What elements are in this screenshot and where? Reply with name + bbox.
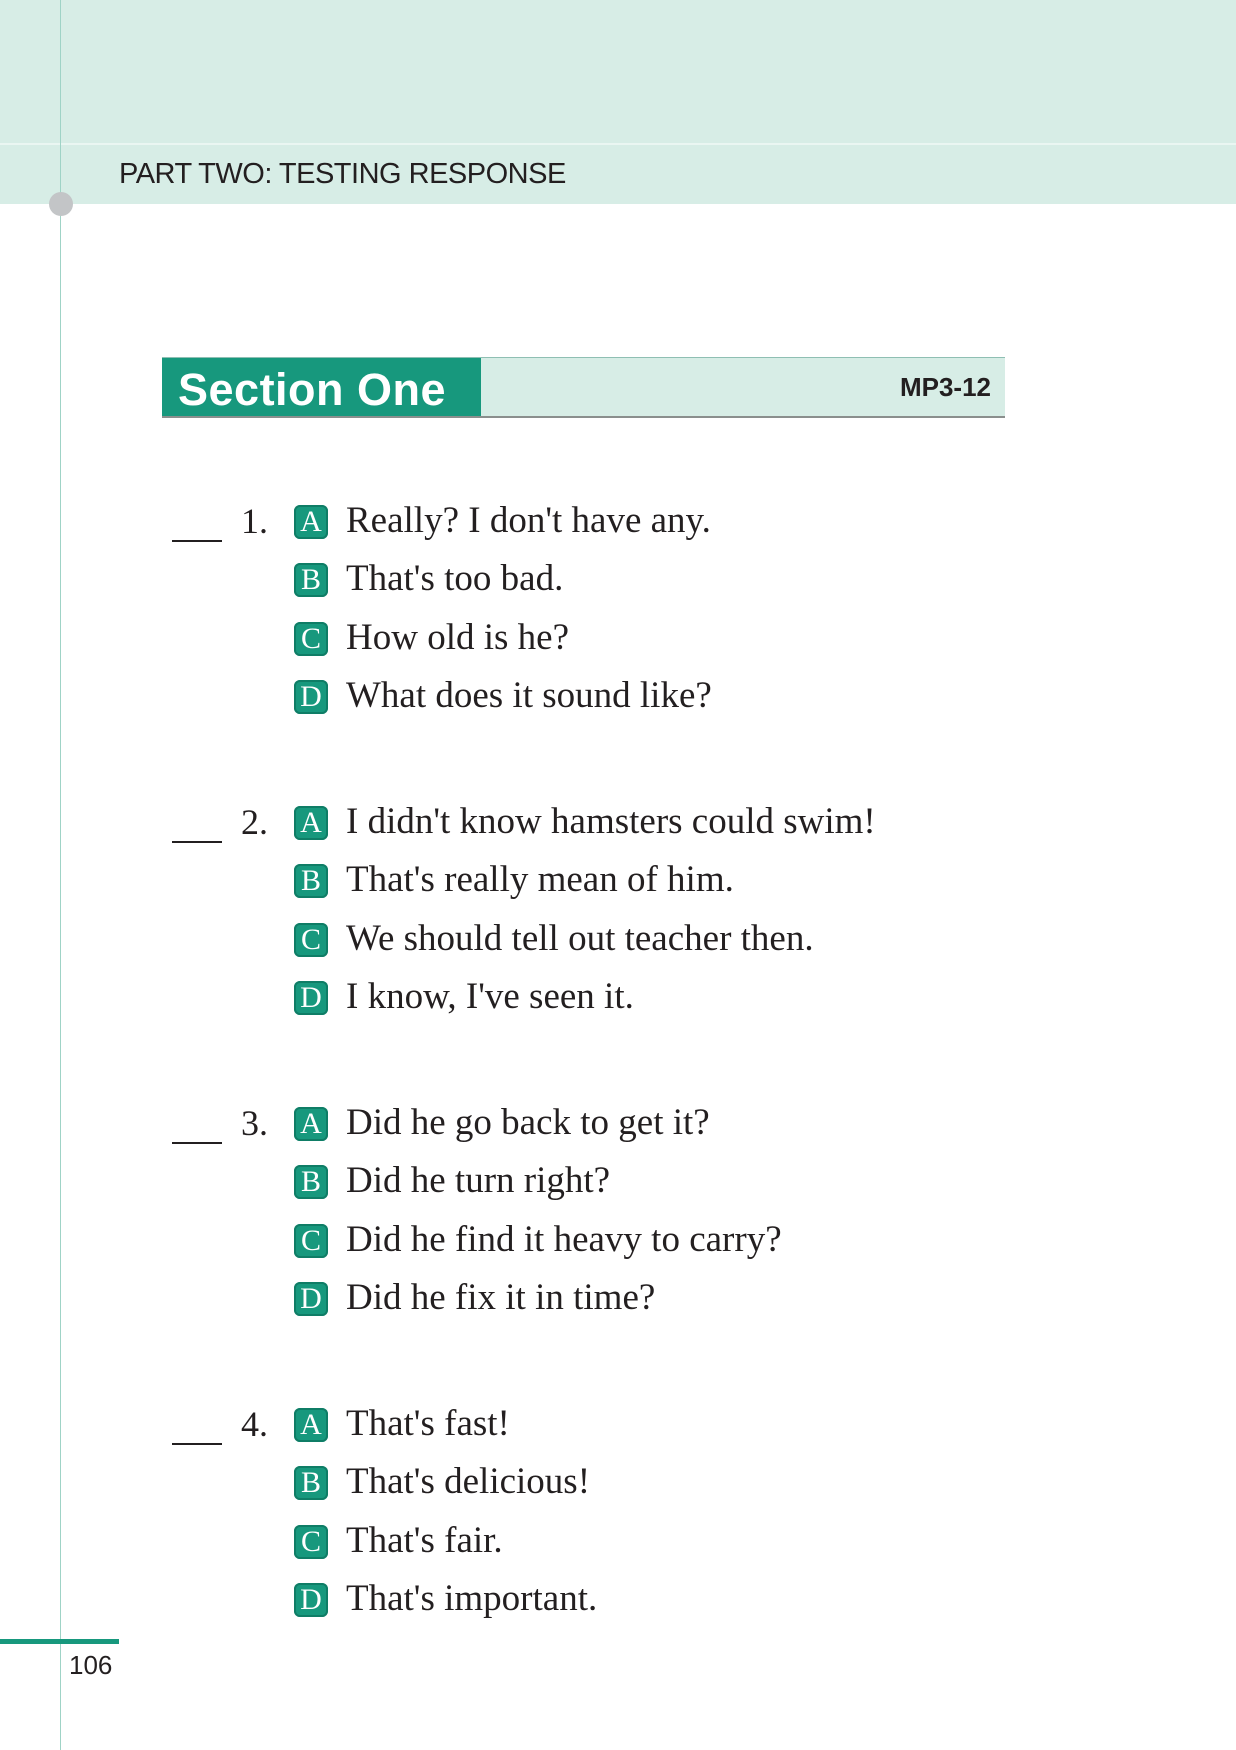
answer-blank[interactable] — [172, 1443, 222, 1445]
option-text: That's fair. — [346, 1520, 503, 1561]
question-number: 3. — [241, 1103, 268, 1143]
section-title: Section One — [178, 364, 447, 415]
option-letter-badge: C — [294, 1224, 328, 1258]
option-letter-badge: D — [294, 680, 328, 714]
option-text: That's really mean of him. — [346, 859, 734, 900]
section-title-box — [162, 358, 481, 416]
option-letter-badge: D — [294, 1282, 328, 1316]
header-band-rule — [0, 143, 1236, 145]
option-letter-badge: A — [294, 1408, 328, 1442]
option-text: Did he fix it in time? — [346, 1277, 656, 1318]
option-letter-badge: B — [294, 864, 328, 898]
question-2 — [0, 800, 1236, 1040]
answer-blank[interactable] — [172, 1142, 222, 1144]
answer-blank[interactable] — [172, 540, 222, 542]
option-text: I know, I've seen it. — [346, 976, 634, 1017]
option-text: That's delicious! — [346, 1461, 591, 1502]
question-number: 2. — [241, 802, 268, 842]
option-text: Really? I don't have any. — [346, 500, 711, 541]
audio-track-code: MP3-12 — [899, 372, 991, 402]
option-text: How old is he? — [346, 617, 569, 658]
option-letter-badge: C — [294, 622, 328, 656]
footer-rule — [0, 1639, 119, 1644]
option-letter-badge: B — [294, 1466, 328, 1500]
option-text: Did he go back to get it? — [346, 1102, 710, 1143]
option-text: That's too bad. — [346, 558, 564, 599]
option-text: I didn't know hamsters could swim! — [346, 801, 876, 842]
section-header — [162, 357, 1005, 418]
question-1 — [0, 499, 1236, 739]
option-letter-badge: A — [294, 505, 328, 539]
option-text: That's important. — [346, 1578, 598, 1619]
option-letter-badge: D — [294, 981, 328, 1015]
option-letter-badge: C — [294, 1525, 328, 1559]
question-number: 1. — [241, 501, 268, 541]
option-text: What does it sound like? — [346, 675, 712, 716]
option-letter-badge: B — [294, 563, 328, 597]
option-text: That's fast! — [346, 1403, 510, 1444]
option-text: Did he turn right? — [346, 1160, 611, 1201]
question-4 — [0, 1402, 1236, 1642]
option-text: We should tell out teacher then. — [346, 918, 814, 959]
option-letter-badge: A — [294, 806, 328, 840]
option-letter-badge: C — [294, 923, 328, 957]
option-text: Did he find it heavy to carry? — [346, 1219, 782, 1260]
question-3 — [0, 1101, 1236, 1341]
question-number: 4. — [241, 1404, 268, 1444]
option-letter-badge: A — [294, 1107, 328, 1141]
page-number: 106 — [69, 1650, 113, 1680]
running-head: PART TWO: TESTING RESPONSE — [119, 158, 566, 190]
option-letter-badge: D — [294, 1583, 328, 1617]
answer-blank[interactable] — [172, 841, 222, 843]
option-letter-badge: B — [294, 1165, 328, 1199]
margin-dot — [49, 192, 73, 216]
